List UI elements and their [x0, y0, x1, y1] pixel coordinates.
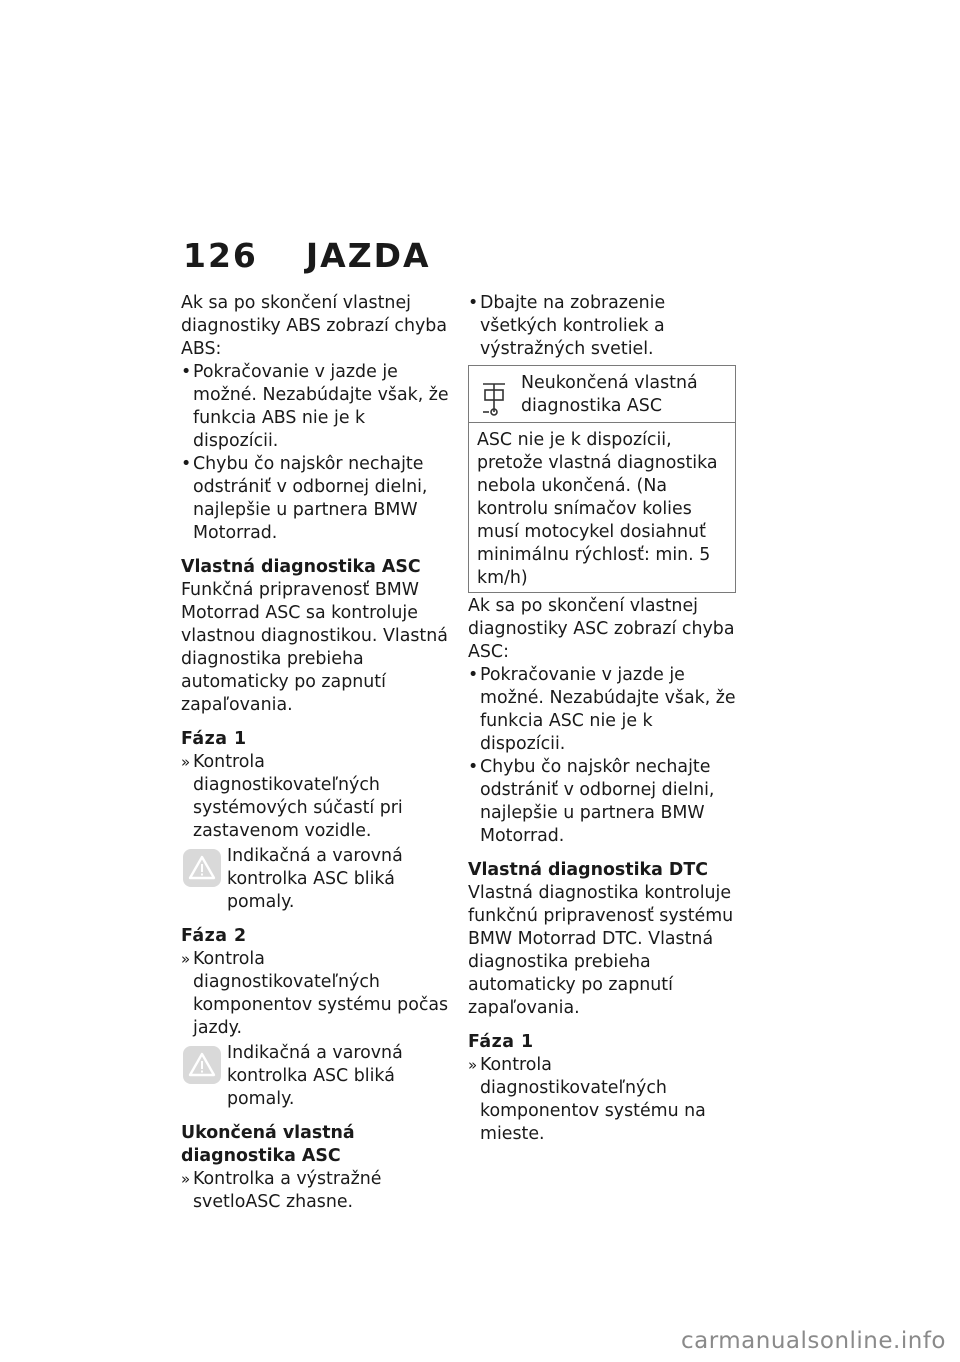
asc-error-bullets [468, 664, 740, 848]
abs-error-intro: Ak sa po skončení vlastnej diagnostiky ABS zobrazí chyba ABS: [181, 293, 447, 359]
phase2-steps [181, 948, 451, 1040]
left-column [181, 292, 451, 1214]
list-item: » Kontrolka a výstražné svetloASC zhasne. [181, 1168, 451, 1214]
abs-error-bullets [181, 361, 451, 545]
asc-complete-steps [181, 1168, 451, 1214]
warning-triangle-icon [183, 849, 221, 887]
dtc-paragraph: Vlastná diagnostika kontroluje funkčnú pripravenosť systému BMW Motorrad DTC. Vlastná diagnostika prebieha automaticky po zapnutí zapaľovania. [468, 883, 734, 1018]
notice-title: Neukončená vlastná diagnostika ASC [521, 373, 698, 416]
dtc-phase1-steps [468, 1054, 740, 1146]
warning-triangle-icon-svg [187, 854, 217, 882]
tire-pressure-notice-icon [479, 378, 509, 418]
top-bullets [468, 292, 740, 361]
dtc-heading: Vlastná diagnostika DTC [468, 860, 708, 880]
indicator-text: Indikačná a varovná kontrolka ASC bliká pomaly. [227, 1043, 403, 1109]
list-item: • Chybu čo najskôr nechajte odstrániť v odbornej dielni, najlepšie u partnera BMW Motorrad. [181, 453, 451, 545]
list-item: » Kontrola diagnostikovateľných komponentov systému počas jazdy. [181, 948, 451, 1040]
asc-complete-heading: Ukončená vlastná diagnostika ASC [181, 1123, 355, 1166]
list-item: • Chybu čo najskôr nechajte odstrániť v odbornej dielni, najlepšie u partnera BMW Motorrad. [468, 756, 740, 848]
indicator-text: Indikačná a varovná kontrolka ASC bliká pomaly. [227, 846, 403, 912]
page-header [183, 236, 431, 282]
notice-box [468, 365, 736, 593]
warning-triangle-icon-svg [187, 1051, 217, 1079]
list-item: • Pokračovanie v jazde je možné. Nezabúdajte však, že funkcia ABS nie je k dispozícii. [181, 361, 451, 453]
warning-triangle-icon [183, 1046, 221, 1084]
watermark: carmanualsonline.info [680, 1328, 946, 1354]
asc-heading: Vlastná diagnostika ASC [181, 557, 421, 577]
list-item: • Dbajte na zobrazenie všetkých kontroliek a výstražných svetiel. [468, 292, 740, 361]
list-item: • Pokračovanie v jazde je možné. Nezabúdajte však, že funkcia ASC nie je k dispozícii. [468, 664, 740, 756]
right-column [468, 292, 740, 1146]
phase2-indicator [181, 1042, 451, 1111]
phase1-heading: Fáza 1 [181, 729, 247, 749]
dtc-phase1-heading: Fáza 1 [468, 1032, 534, 1052]
list-item: » Kontrola diagnostikovateľných systémových súčastí pri zastavenom vozidle. [181, 751, 451, 843]
notice-body: ASC nie je k dispozícii, pretože vlastná diagnostika nebola ukončená. (Na kontrolu snímačov kolies musí motocykel dosiahnuť minimálnu rýchlosť: min. 5 km/h) [477, 430, 718, 588]
asc-error-intro: Ak sa po skončení vlastnej diagnostiky ASC zobrazí chyba ASC: [468, 596, 735, 662]
phase1-indicator [181, 845, 451, 914]
phase2-heading: Fáza 2 [181, 926, 247, 946]
chapter-title: JAZDA [305, 236, 431, 275]
phase1-steps [181, 751, 451, 843]
page-number: 126 [183, 236, 258, 275]
asc-paragraph: Funkčná pripravenosť BMW Motorrad ASC sa kontroluje vlastnou diagnostikou. Vlastná diagnostika prebieha automaticky po zapnutí zapaľovania. [181, 580, 448, 715]
list-item: » Kontrola diagnostikovateľných komponentov systému na mieste. [468, 1054, 740, 1146]
notice-header [469, 366, 735, 423]
